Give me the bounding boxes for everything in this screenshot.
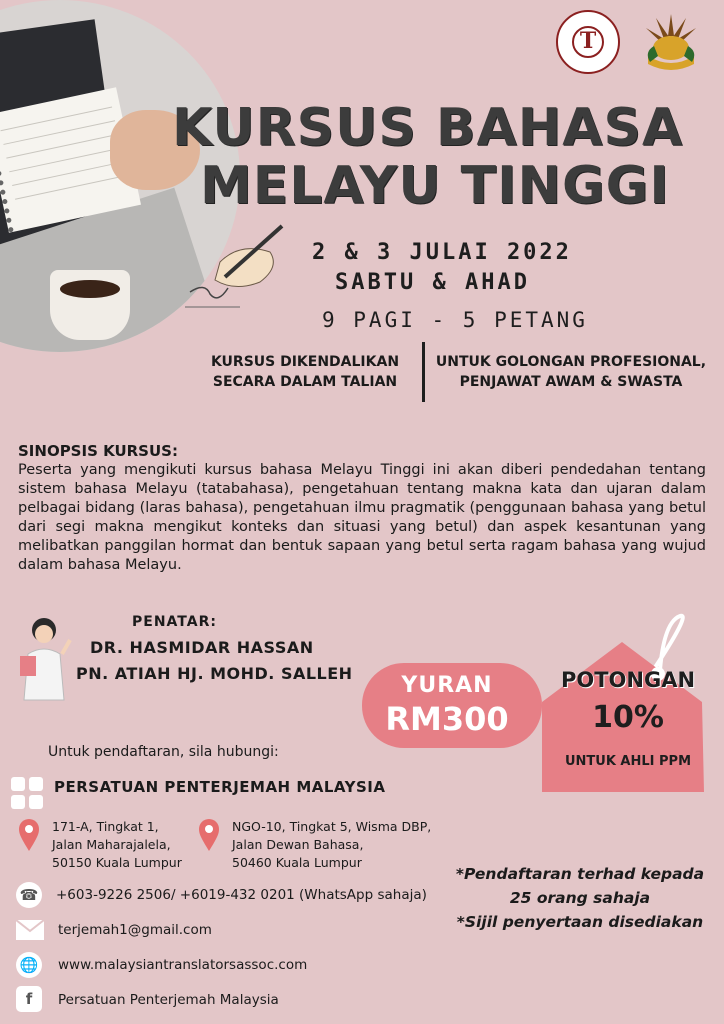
discount-note: UNTUK AHLI PPM: [564, 754, 692, 769]
location-pin-icon: [18, 818, 40, 852]
fee-amount: RM300: [385, 700, 509, 738]
course-time: 9 PAGI - 5 PETANG: [322, 308, 588, 332]
synopsis-body: Peserta yang mengikuti kursus bahasa Melayu Tinggi ini akan diberi pendedahan tentang sistem bahasa Melayu (tatabahasa), pengetahuan tentang makna kata dan ujaran dalam pelbagai bidang (laras bahasa), pengetahuan ilmu pragmatik (penggunaan bahasa yang betul dari segi makna mengikut konteks dan situasi yang betul) dan aspek kesantunan yang melibatkan panggilan hormat dan bentuk sapaan yang betul serta ragam bahasa yang wujud dalam bahasa Melayu.: [18, 462, 706, 573]
phone-icon: ☎: [16, 882, 42, 908]
website-link[interactable]: www.malaysiantranslatorsassoc.com: [58, 957, 308, 973]
trainer-name-1: DR. HASMIDAR HASSAN: [90, 638, 314, 657]
synopsis-heading: SINOPSIS KURSUS:: [18, 442, 178, 460]
ppm-logo: T: [556, 10, 620, 74]
coffee-mug-image: [50, 270, 130, 340]
trainers-label: PENATAR:: [132, 614, 217, 630]
email-link[interactable]: terjemah1@gmail.com: [58, 922, 212, 938]
fee-label: YURAN: [401, 673, 493, 698]
discount-percent: 10%: [592, 700, 664, 735]
title-line-1: KURSUS BAHASA: [172, 98, 684, 158]
contact-card-icon: [10, 776, 44, 810]
address-2: NGO-10, Tingkat 5, Wisma DBP, Jalan Dewan Bahasa, 50460 Kuala Lumpur: [232, 819, 432, 870]
mail-icon: [16, 920, 44, 940]
registration-intro: Untuk pendaftaran, sila hubungi:: [48, 744, 279, 760]
organisation-name: PERSATUAN PENTERJEMAH MALAYSIA: [54, 778, 386, 796]
registration-notes: *Pendaftaran terhad kepada 25 orang sahaja *Sijil penyertaan disediakan: [455, 865, 705, 931]
course-date: 2 & 3 JULAI 2022: [312, 240, 572, 265]
synopsis-section: [18, 442, 706, 575]
facebook-icon: f: [16, 986, 42, 1012]
target-audience: UNTUK GOLONGAN PROFESIONAL, PENJAWAT AWAM & SWASTA: [435, 354, 707, 390]
discount-title: POTONGAN: [560, 668, 696, 692]
address-1: 171-A, Tingkat 1, Jalan Maharajalela, 50150 Kuala Lumpur: [52, 819, 182, 870]
mode-divider: [422, 342, 425, 402]
dbp-crest-logo: [636, 6, 706, 76]
phone-numbers[interactable]: +603-9226 2506/ +6019-432 0201 (WhatsApp sahaja): [56, 887, 427, 903]
trainer-avatar-icon: [16, 612, 76, 702]
delivery-mode: KURSUS DIKENDALIKAN SECARA DALAM TALIAN: [210, 354, 400, 390]
location-pin-icon: [198, 818, 220, 852]
course-days: SABTU & AHAD: [335, 270, 530, 295]
facebook-link[interactable]: Persatuan Penterjemah Malaysia: [58, 992, 279, 1008]
globe-icon: 🌐: [16, 952, 42, 978]
pen-hand-icon: [180, 222, 290, 312]
trainer-name-2: PN. ATIAH HJ. MOHD. SALLEH: [76, 664, 353, 683]
title-line-2: MELAYU TINGGI: [200, 156, 670, 216]
